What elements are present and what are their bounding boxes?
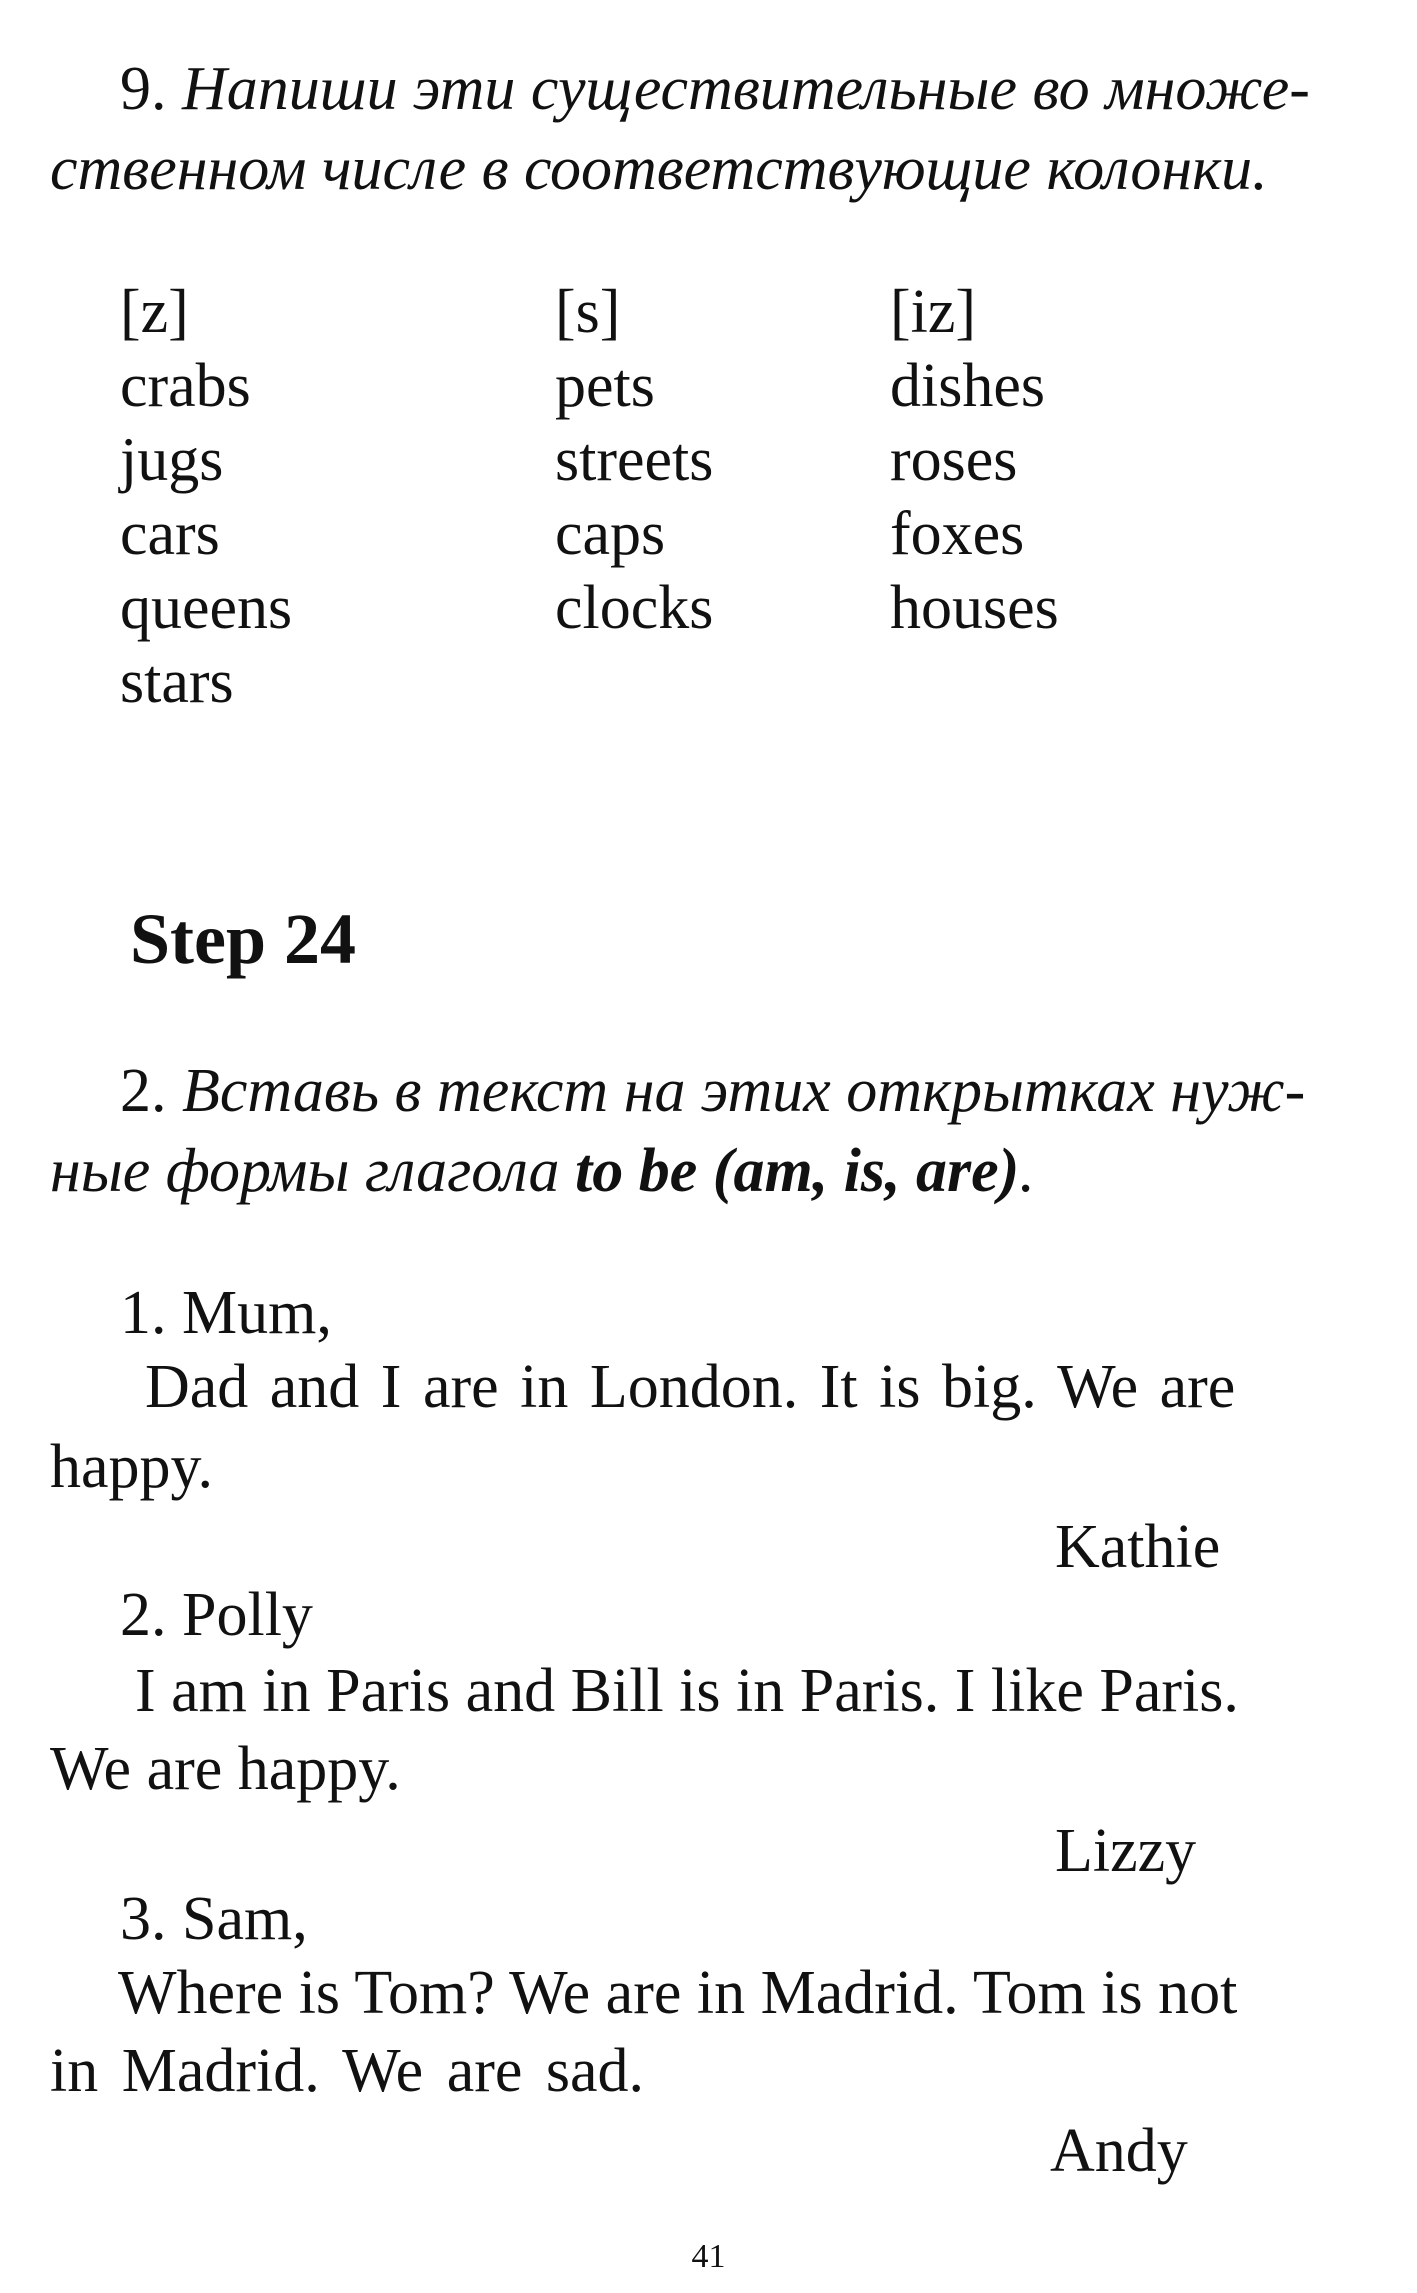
page-number: 41 [691,2238,726,2275]
exercise-2-text-2: ные формы глагола [50,1137,576,1205]
column-word: stars [120,648,234,716]
postcard-1-heading: 1. Mum, [120,1279,332,1347]
postcard-1-line-2: happy. [50,1433,213,1501]
postcard-3-line-1: Where is Tom? We are in Madrid. Tom is not [118,1959,1238,2027]
column-word: cars [120,500,220,568]
postcard-1-signature: Kathie [1055,1513,1221,1581]
column-iz [890,275,1059,645]
column-z [120,275,292,719]
postcard-3-signature: Andy [1050,2117,1188,2185]
column-s [555,275,713,645]
column-word: jugs [120,426,224,494]
postcard-2-heading: 2. Polly [120,1581,313,1649]
postcard-2-line-2: We are happy. [50,1735,401,1803]
exercise-2-number: 2. [120,1057,167,1125]
exercise-2-instruction-line-2 [50,1137,1035,1205]
postcard-3-heading: 3. Sam, [120,1885,308,1953]
column-word: caps [555,500,666,568]
column-header: [s] [555,278,621,346]
exercise-9-instruction-line-2 [50,135,1268,203]
step-title: Step 24 [130,899,357,979]
column-word: crabs [120,352,251,420]
exercise-2-instruction-line-1 [120,1057,1306,1125]
postcard-2-line-1: I am in Paris and Bill is in Paris. I like Paris. [135,1657,1239,1725]
column-word: queens [120,574,293,642]
exercise-9-number: 9. [120,55,167,123]
to-be-forms: to be (am, is, are) [575,1137,1020,1205]
exercise-2-text-1: Вставь в текст на этих открытках нуж- [182,1057,1306,1125]
exercise-9-text-2: ственном числе в соответствующие колонки. [50,135,1268,203]
exercise-9-text-1: Напиши эти существительные во множе- [182,55,1310,123]
postcard-3-line-2: in Madrid. We are sad. [50,2037,645,2105]
column-word: pets [555,352,655,420]
postcard-1-line-1: Dad and I are in London. It is big. We are [145,1353,1236,1421]
column-word: houses [890,574,1059,642]
column-header: [iz] [890,278,977,346]
column-word: clocks [555,574,714,642]
column-header: [z] [120,278,189,346]
postcard-2-signature: Lizzy [1055,1817,1197,1885]
column-word: roses [890,426,1018,494]
column-word: streets [555,426,714,494]
column-word: dishes [890,352,1045,420]
exercise-9-instruction-line-1 [120,55,1310,123]
exercise-2-period: . [1019,1137,1035,1205]
column-word: foxes [890,500,1025,568]
